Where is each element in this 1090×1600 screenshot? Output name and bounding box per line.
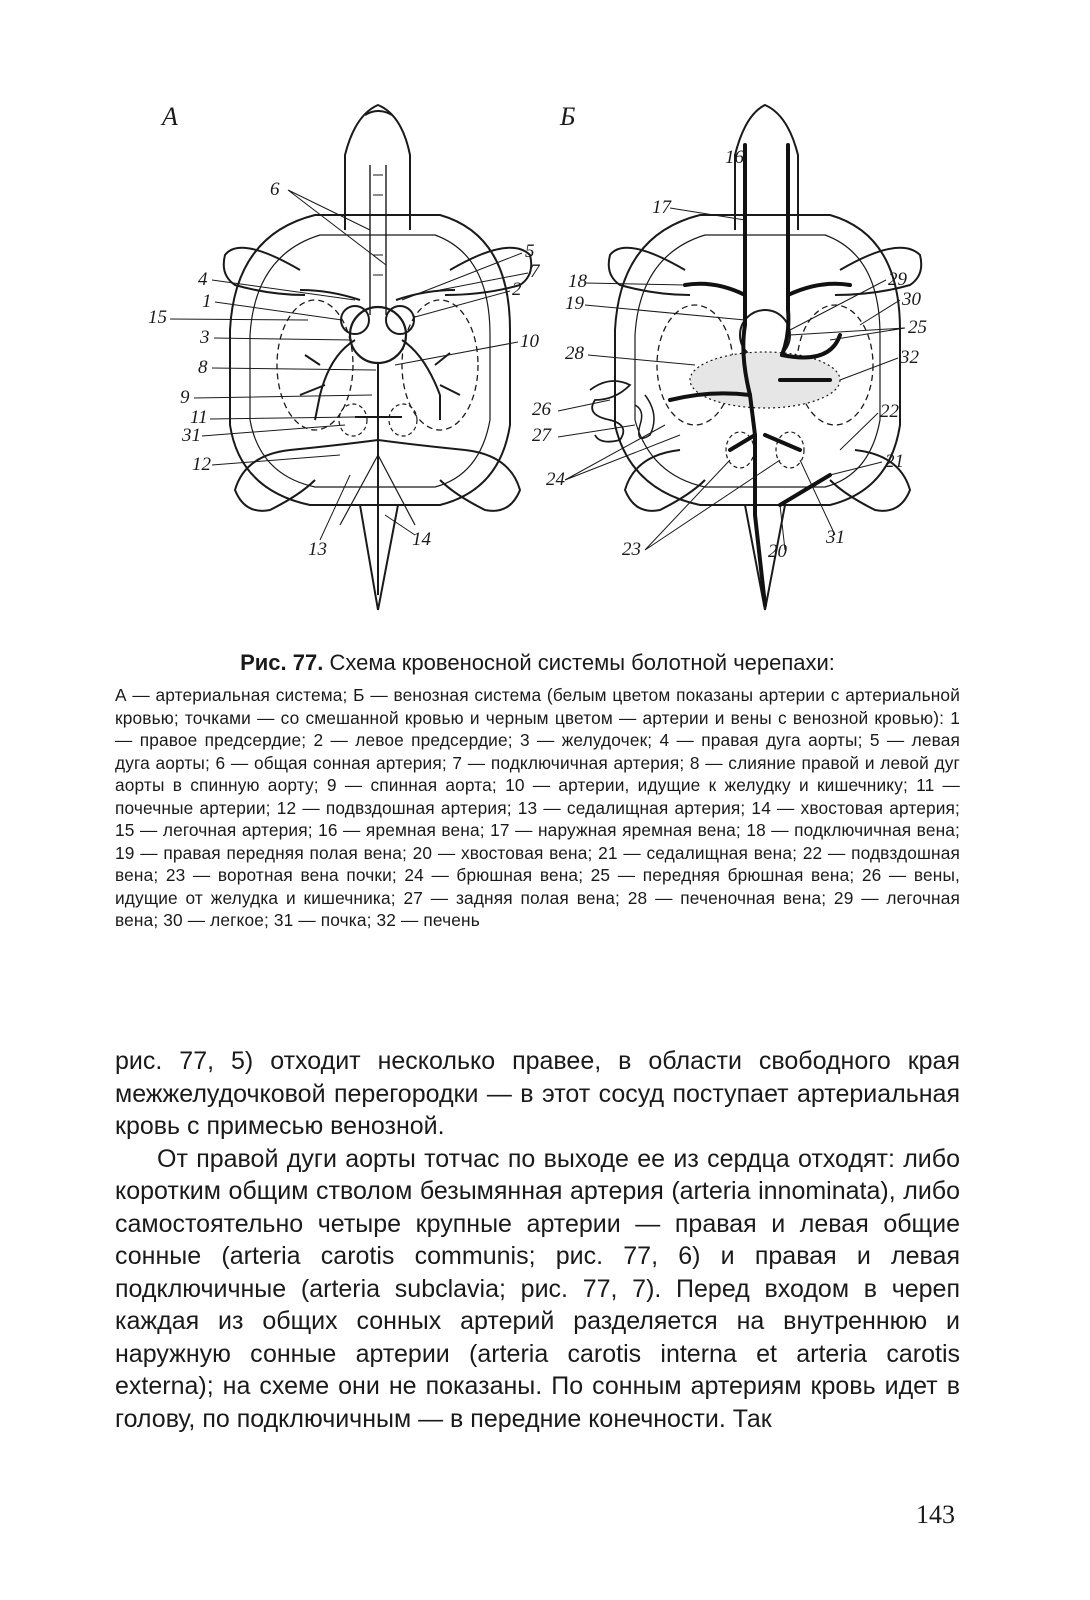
label-a-10: 10 (520, 331, 539, 352)
label-b-21: 21 (885, 451, 904, 472)
caption-body: А — артериальная система; Б — венозная система (белым цветом показаны артерии с артериальной кровью; точками — со смешанной кровью и черным цветом — артерии и вены с венозной кровью): 1 — правое предсердие; 2 — левое предсердие; 3 — желудочек; 4 — правая дуга аорты; 5 — левая дуга аорты; 6 — общая сонная артерия; 7 — подключичная артерия; 8 — слияние правой и левой дуг аорты в спинную аорту; 9 — спинная аорта; 10 — артерии, идущие к желудку и кишечнику; 11 — почечные артерии; 12 — подвздошная артерия; 13 — седалищная артерия; 14 — хвостовая артерия; 15 — легочная артерия; 16 — яремная вена; 17 — наружная яремная вена; 18 — подключичная вена; 19 — правая передняя полая вена; 20 — хвостовая вена; 21 — седалищная вена; 22 — подвздошная вена; 23 — воротная вена почки; 24 — брюшная вена; 25 — передняя брюшная вена; 26 — вены, идущие от желудка и кишечника; 27 — задняя полая вена; 28 — печеночная вена; 29 — легочная вена; 30 — легкое; 31 — почка; 32 — печень (115, 685, 960, 930)
figure-caption (115, 650, 960, 932)
label-a-11: 11 (190, 407, 208, 428)
label-b-32: 32 (900, 347, 919, 368)
label-b-16: 16 (725, 147, 744, 168)
label-a-14: 14 (412, 529, 431, 550)
label-b-26: 26 (532, 399, 551, 420)
label-b-18: 18 (568, 271, 587, 292)
label-a-31: 31 (182, 425, 201, 446)
label-b-22: 22 (880, 401, 899, 422)
label-a-12: 12 (192, 454, 211, 475)
label-b-19: 19 (565, 293, 584, 314)
label-b-23: 23 (622, 539, 641, 560)
panel-label-a: А (162, 102, 178, 131)
label-a-2: 2 (512, 279, 522, 300)
panel-label-b: Б (560, 102, 576, 131)
label-b-29: 29 (888, 269, 907, 290)
label-a-15: 15 (148, 307, 167, 328)
label-b-27: 27 (532, 425, 551, 446)
label-b-31: 31 (826, 527, 845, 548)
label-a-1: 1 (202, 291, 212, 312)
label-a-7: 7 (530, 261, 540, 282)
caption-title-text: Схема кровеносной системы болотной черепахи: (329, 650, 835, 675)
turtle-b-labels (532, 147, 927, 562)
label-b-17: 17 (652, 197, 671, 218)
label-a-3: 3 (200, 327, 210, 348)
label-a-5: 5 (525, 241, 535, 262)
body-paragraph-2: От правой дуги аорты тотчас по выходе ее из сердца отходят: либо коротким общим стволом безымянная артерия (arteria innominata), либо самостоятельно четыре крупные артерии — правая и левая общие сонные (arteria carotis communis; рис. 77, 6) и правая и левая подключичные (arteria subclavia; рис. 77, 7). Перед входом в череп каждая из общих сонных артерий разделяется на внутреннюю и наружную сонные артерии (arteria carotis interna et arteria carotis externa); на схеме они не показаны. По сонным артериям кровь идет в голову, по подключичным — в передние конечности. Так (115, 1144, 960, 1433)
label-b-25: 25 (908, 317, 927, 338)
body-paragraph-1: рис. 77, 5) отходит несколько правее, в области свободного края межжелудочковой перегородки — в этот сосуд поступает артериальная кровь с примесью венозной. (115, 1047, 960, 1140)
label-a-6: 6 (270, 179, 280, 200)
body-text (115, 1045, 960, 1435)
turtle-circulation-diagram (140, 95, 960, 630)
label-b-24: 24 (546, 469, 565, 490)
label-a-9: 9 (180, 387, 190, 408)
label-a-8: 8 (198, 357, 208, 378)
page-number: 143 (916, 1500, 955, 1529)
label-a-4: 4 (198, 269, 208, 290)
label-b-20: 20 (768, 541, 787, 562)
label-a-13: 13 (308, 539, 327, 560)
caption-title (115, 650, 960, 676)
label-b-30: 30 (902, 289, 921, 310)
caption-figure-number: Рис. 77. (240, 650, 324, 675)
figure-77 (140, 95, 960, 630)
label-b-28: 28 (565, 343, 584, 364)
